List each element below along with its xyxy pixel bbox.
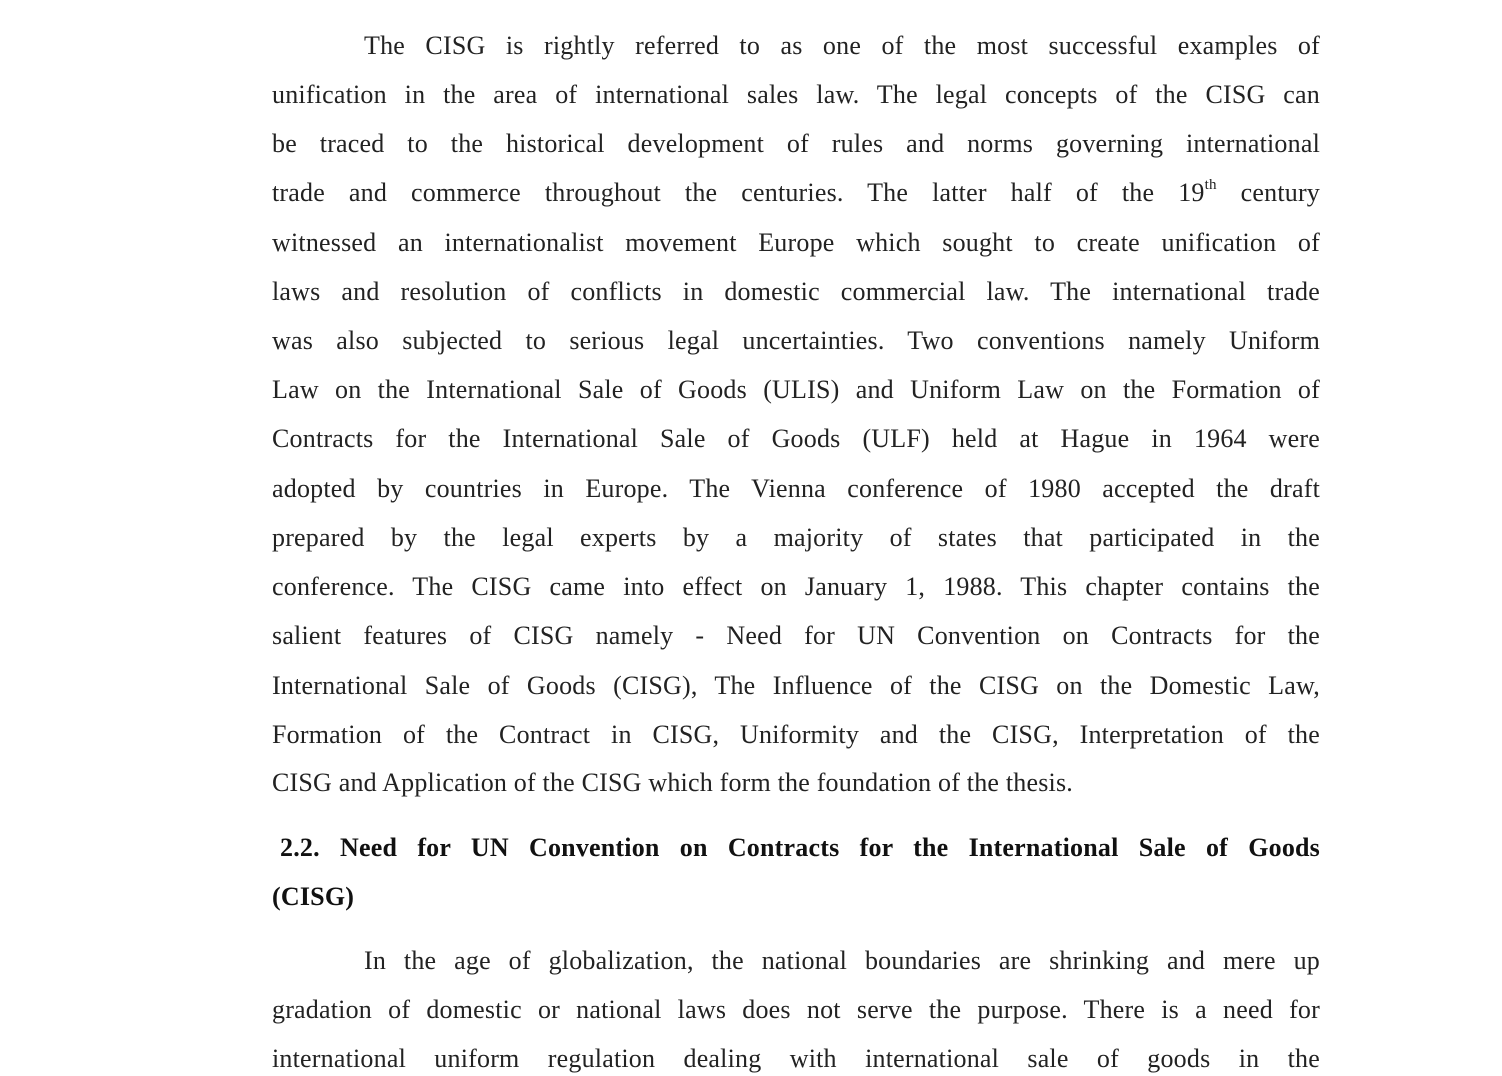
paragraph-line: witnessed an internationalist movement Europe which sought to create unification of [272,228,1320,257]
paragraph-line: In the age of globalization, the national boundaries are shrinking and mere up [364,946,1320,975]
paragraph-line: CISG and Application of the CISG which form the foundation of the thesis. [272,768,1073,797]
paragraph-line: adopted by countries in Europe. The Vienna conference of 1980 accepted the draft [272,474,1320,503]
paragraph-line: be traced to the historical development of rules and norms governing international [272,129,1320,158]
line-text: century [1216,178,1320,207]
paragraph-line: salient features of CISG namely - Need for UN Convention on Contracts for the [272,621,1320,650]
paragraph-line: conference. The CISG came into effect on January 1, 1988. This chapter contains the [272,572,1320,601]
paragraph-line: The CISG is rightly referred to as one of the most successful examples of [364,31,1320,60]
paragraph-line: gradation of domestic or national laws does not serve the purpose. There is a need for [272,995,1320,1024]
heading-line: (CISG) [272,882,355,911]
paragraph-line: Formation of the Contract in CISG, Uniformity and the CISG, Interpretation of the [272,720,1320,749]
line-text: trade and commerce throughout the centuries. The latter half of the 19 [272,178,1205,207]
paragraph-line: was also subjected to serious legal uncertainties. Two conventions namely Uniform [272,326,1320,355]
paragraph-line: Contracts for the International Sale of Goods (ULF) held at Hague in 1964 were [272,424,1320,453]
heading-line: 2.2. Need for UN Convention on Contracts for the International Sale of Goods [280,833,1320,862]
paragraph-line: international uniform regulation dealing with international sale of goods in the [272,1044,1320,1073]
paragraph-line: prepared by the legal experts by a majority of states that participated in the [272,523,1320,552]
paragraph-line [272,176,1320,210]
paragraph-line: unification in the area of international sales law. The legal concepts of the CISG can [272,80,1320,109]
paragraph-line: International Sale of Goods (CISG), The Influence of the CISG on the Domestic Law, [272,671,1320,700]
paragraph-line: laws and resolution of conflicts in domestic commercial law. The international trade [272,277,1320,306]
paragraph-line: Law on the International Sale of Goods (ULIS) and Uniform Law on the Formation of [272,375,1320,404]
ordinal-superscript: th [1204,177,1217,194]
